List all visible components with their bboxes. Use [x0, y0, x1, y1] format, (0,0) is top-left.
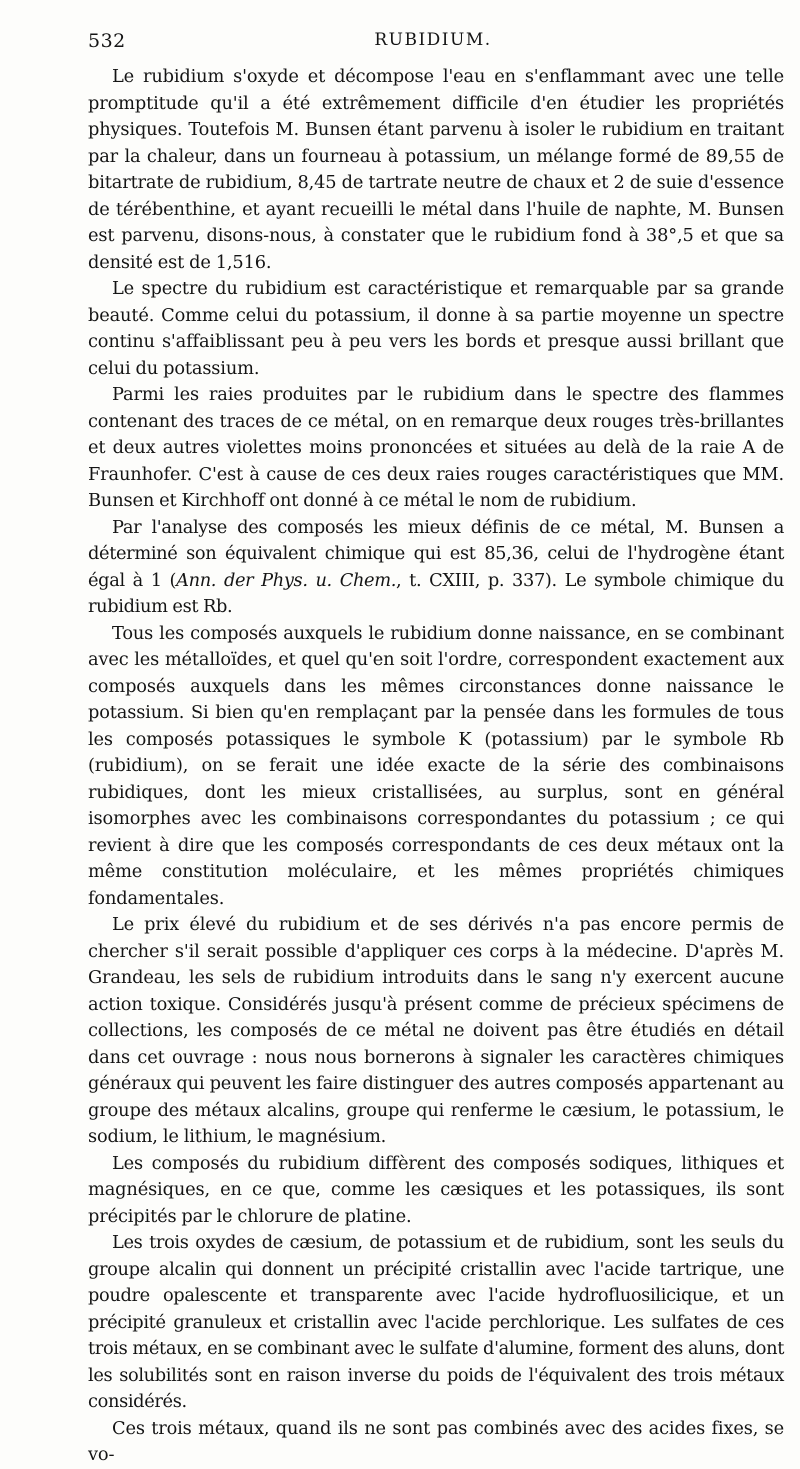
body-text [88, 64, 784, 1469]
page-header [88, 30, 778, 54]
paragraph-final-line: Ces trois métaux, quand ils ne sont pas combinés avec des acides fixes, se vo- [88, 1417, 784, 1465]
page-number: 532 [88, 30, 126, 52]
paragraph-compounds: Tous les composés auxquels le rubidium donne naissance, en se combinant avec les métalloïdes, et quel qu'en soit l'ordre, correspondent exactement aux composés auxquels dans les mêmes circonstances donne naissance le potassium. Si bien qu'en remplaçant par la pensée dans les formules de tous les composés potassiques le symbole K (potassium) par le symbole Rb (rubidium), on se ferait une idée exacte de la série des combinaisons rubidiques, dont les mieux cristallisées, au surplus, sont en général isomorphes avec les combinaisons correspondantes du potassium ; ce qui revient à dire que les composés correspondants de ces deux métaux ont la même constitution moléculaire, et les mêmes propriétés chimiques fondamentales. [88, 622, 784, 909]
paragraph-text-after-citation: , t. CXIII, p. 337). Le symbole chimique du rubidium est Rb. [88, 569, 784, 617]
paragraph-physical-properties: Le rubidium s'oxyde et décompose l'eau en s'enflammant avec une telle promptitude qu'il a été extrêmement difficile d'en étudier les propriétés physiques. Toutefois M. Bunsen étant parvenu à isoler le rubidium en traitant par la chaleur, dans un fourneau à potassium, un mélange formé de 89,55 de bitartrate de rubidium, 8,45 de tartrate neutre de chaux et 2 de suie d'essence de térébenthine, et ayant recueilli le métal dans l'huile de naphte, M. Bunsen est parvenu, disons-nous, à constater que le rubidium fond à 38°,5 et que sa densité est de 1,516. [88, 66, 784, 273]
paragraph-three-oxides: Les trois oxydes de cæsium, de potassium et de rubidium, sont les seuls du groupe alcalin qui donnent un précipité cristallin avec l'acide tartrique, une poudre opalescente et transparente avec l'acide hydrofluosilicique, et un précipité granuleux et cristallin avec l'acide perchlorique. Les sulfates de ces trois métaux, en se combinant avec le sulfate d'alumine, forment des aluns, dont les solubilités sont en raison inverse du poids de l'équivalent des trois métaux considérés. [88, 1232, 784, 1412]
paragraph-chemical-equivalent [88, 515, 784, 621]
paragraph-text-before-citation: Par l'analyse des composés les mieux définis de ce métal, M. Bunsen a déterminé son équivalent chimique qui est 85,36, celui de l'hydrogène étant égal à 1 ( [88, 516, 784, 591]
running-title: RUBIDIUM. [374, 30, 492, 50]
journal-citation: Ann. der Phys. u. Chem. [176, 569, 397, 591]
paragraph-spectrum: Le spectre du rubidium est caractéristique et remarquable par sa grande beauté. Comme celui du potassium, il donne à sa partie moyenne un spectre continu s'affaiblissant peu à peu vers les bords et presque aussi brillant que celui du potassium. [88, 278, 784, 379]
paragraph-platinum-chloride: Les composés du rubidium diffèrent des composés sodiques, lithiques et magnésiques, en ce que, comme les cæsiques et les potassiques, ils sont précipités par le chlorure de platine. [88, 1152, 784, 1227]
paragraph-spectral-lines: Parmi les raies produites par le rubidium dans le spectre des flammes contenant des traces de ce métal, on en remarque deux rouges très-brillantes et deux autres violettes moins prononcées et situées au delà de la raie A de Fraunhofer. C'est à cause de ces deux raies rouges caractéristiques que MM. Bunsen et Kirchhoff ont donné à ce métal le nom de rubidium. [88, 384, 784, 511]
paragraph-medicine: Le prix élevé du rubidium et de ses dérivés n'a pas encore permis de chercher s'il serait possible d'appliquer ces corps à la médecine. D'après M. Grandeau, les sels de rubidium introduits dans le sang n'y exercent aucune action toxique. Considérés jusqu'à présent comme de précieux spécimens de collections, les composés de ce métal ne doivent pas être étudiés en détail dans cet ouvrage : nous nous bornerons à signaler les caractères chimiques généraux qui peuvent les faire distinguer des autres composés appartenant au groupe des métaux alcalins, groupe qui renferme le cæsium, le potassium, le sodium, le lithium, le magnésium. [88, 914, 784, 1147]
